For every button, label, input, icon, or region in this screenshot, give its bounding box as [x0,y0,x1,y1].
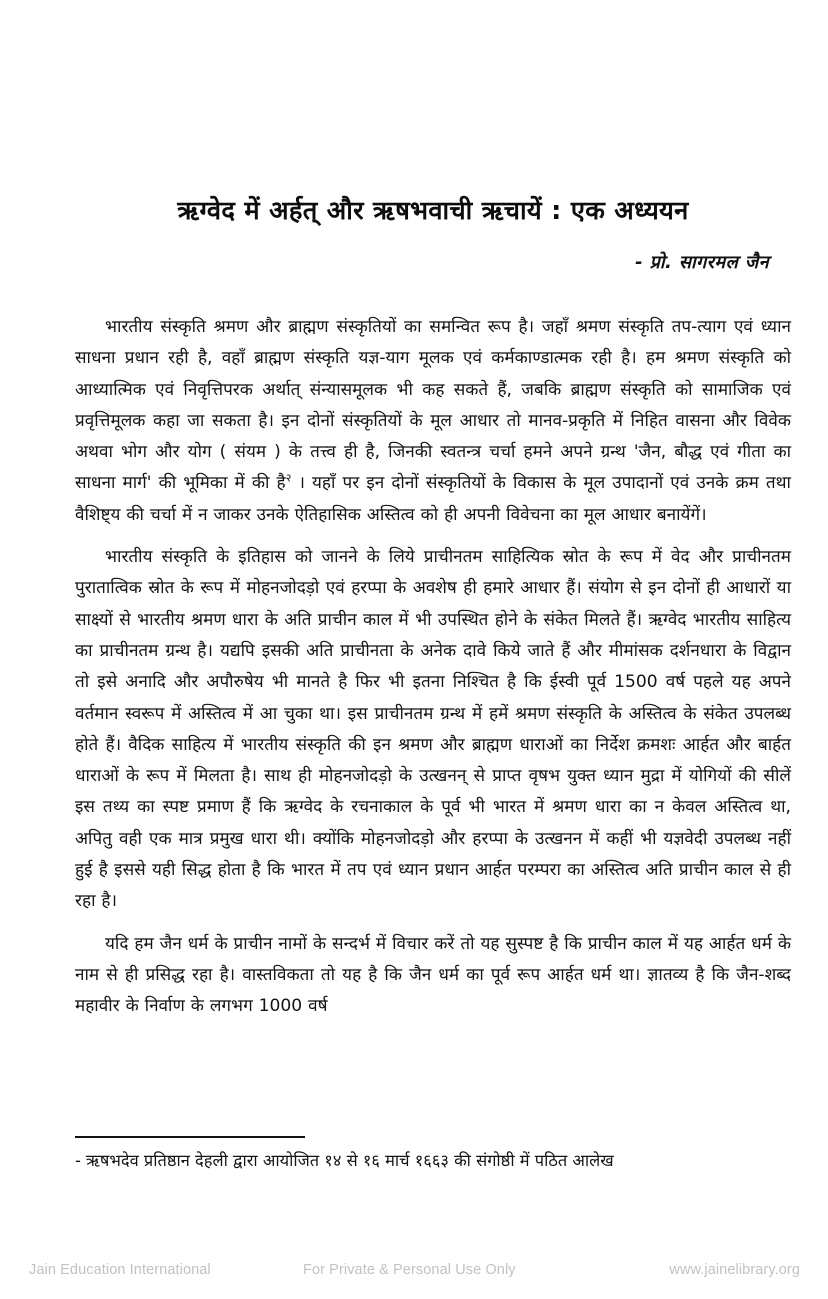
footnote-dash: - [75,1151,81,1170]
library-footer-usage-notice: For Private & Personal Use Only [303,1262,516,1278]
footnote-zone [75,1136,791,1174]
page-title: ऋग्वेद में अर्हत् और ऋषभवाची ऋचायें : एक अध्ययन [177,196,689,226]
body-text-column [75,312,791,1023]
paragraph-1-text-before-footnote: भारतीय संस्कृति श्रमण और ब्राह्मण संस्कृतियों का समन्वित रूप है। जहाँ श्रमण संस्कृति तप-त्याग एवं ध्यान साधना प्रधान रही है, वहाँ ब्राह्मण संस्कृति यज्ञ-याग मूलक एवं कर्मकाण्डात्मक रही है। हम श्रमण संस्कृति को आध्यात्मिक एवं निवृत्तिपरक अर्थात् संन्यासमूलक भी कह सकते हैं, जबकि ब्राह्मण संस्कृति को सामाजिक एवं प्रवृत्तिमूलक कहा जा सकता है। इन दोनों संस्कृतियों के मूल आधार तो मानव-प्रकृति में निहित वासना और विवेक अथवा भोग और योग ( संयम ) के तत्त्व ही है, जिनकी स्वतन्त्र चर्चा हमने अपने ग्रन्थ 'जैन, बौद्ध एवं गीता का साधना मार्ग' की भूमिका में की है [75,317,791,494]
footnote-entry [75,1148,791,1174]
paragraph-1-text-after-footnote: । यहाँ पर इन दोनों संस्कृतियों के विकास के मूल उपादानों एवं उनके क्रम तथा वैशिष्ट्य की चर्चा में न जाकर उनके ऐतिहासिक अस्तित्व को ही अपनी विवेचना का मूल आधार बनायेंगें। [75,473,791,525]
title-block [75,196,791,274]
library-footer [0,1255,828,1285]
paragraph-3: यदि हम जैन धर्म के प्राचीन नामों के सन्दर्भ में विचार करें तो यह सुस्पष्ट है कि प्राचीन काल में यह आर्हत धर्म के नाम से ही प्रसिद्ध रहा है। वास्तविकता तो यह है कि जैन धर्म का पूर्व रूप आर्हत धर्म था। ज्ञातव्य है कि जैन-शब्द महावीर के निर्वाण के लगभग 1000 वर्ष [75,933,791,1017]
library-footer-organization: Jain Education International [29,1262,211,1278]
footnote-separator-rule [75,1136,305,1138]
footnote-text: ऋषभदेव प्रतिष्ठान देहली द्वारा आयोजित १४ से १६ मार्च १६६३ की संगोष्ठी में पठित आलेख [85,1151,614,1170]
library-footer-website: www.jainelibrary.org [669,1262,800,1278]
paragraph-2: भारतीय संस्कृति के इतिहास को जानने के लिये प्राचीनतम साहित्यिक स्रोत के रूप में वेद और प्राचीनतम पुरातात्विक स्रोत के रूप में मोहनजोदड़ो एवं हरप्पा के अवशेष ही हमारे आधार हैं। संयोग से इन दोनों ही आधारों या साक्ष्यों से भारतीय श्रमण धारा के अति प्राचीन काल में भी उपस्थित होने के संकेत मिलते हैं। ऋग्वेद भारतीय साहित्य का प्राचीनतम ग्रन्थ है। यद्यपि इसकी अति प्राचीनता के अनेक दावे किये जाते हैं और मीमांसक दर्शनधारा के विद्वान तो इसे अनादि और अपौरुषेय भी मानते है फिर भी इतना निश्चित है कि ईस्वी पूर्व 1500 वर्ष पहले यह अपने वर्तमान स्वरूप में अस्तित्व में आ चुका था। इस प्राचीनतम ग्रन्थ में हमें श्रमण संस्कृति के अस्तित्व के संकेत उपलब्ध होते हैं। वैदिक साहित्य में भारतीय संस्कृति की इन श्रमण और ब्राह्मण धाराओं का निर्देश क्रमशः आर्हत और बार्हत धाराओं के रूप में मिलता है। साथ ही मोहनजोदड़ो के उत्खनन् से प्राप्त वृषभ युक्त ध्यान मुद्रा में योगियों की सीलें इस तथ्य का स्पष्ट प्रमाण हैं कि ऋग्वेद के रचनाकाल के पूर्व भी भारत में श्रमण धारा का न केवल अस्तित्व था, अपितु वही एक मात्र प्रमुख धारा थी। क्योंकि मोहनजोदड़ो और हरप्पा के उत्खनन में कहीं भी यज्ञवेदी उपलब्ध नहीं हुई है इससे यही सिद्ध होता है कि भारत में तप एवं ध्यान प्रधान आर्हत परम्परा का अस्तित्व अति प्राचीन काल से ही रहा है। [75,547,792,912]
paragraph-1 [75,312,791,531]
footnote-reference-marker: २ [285,471,292,485]
author-attribution: - प्रो. सागरमल जैन [635,251,769,273]
